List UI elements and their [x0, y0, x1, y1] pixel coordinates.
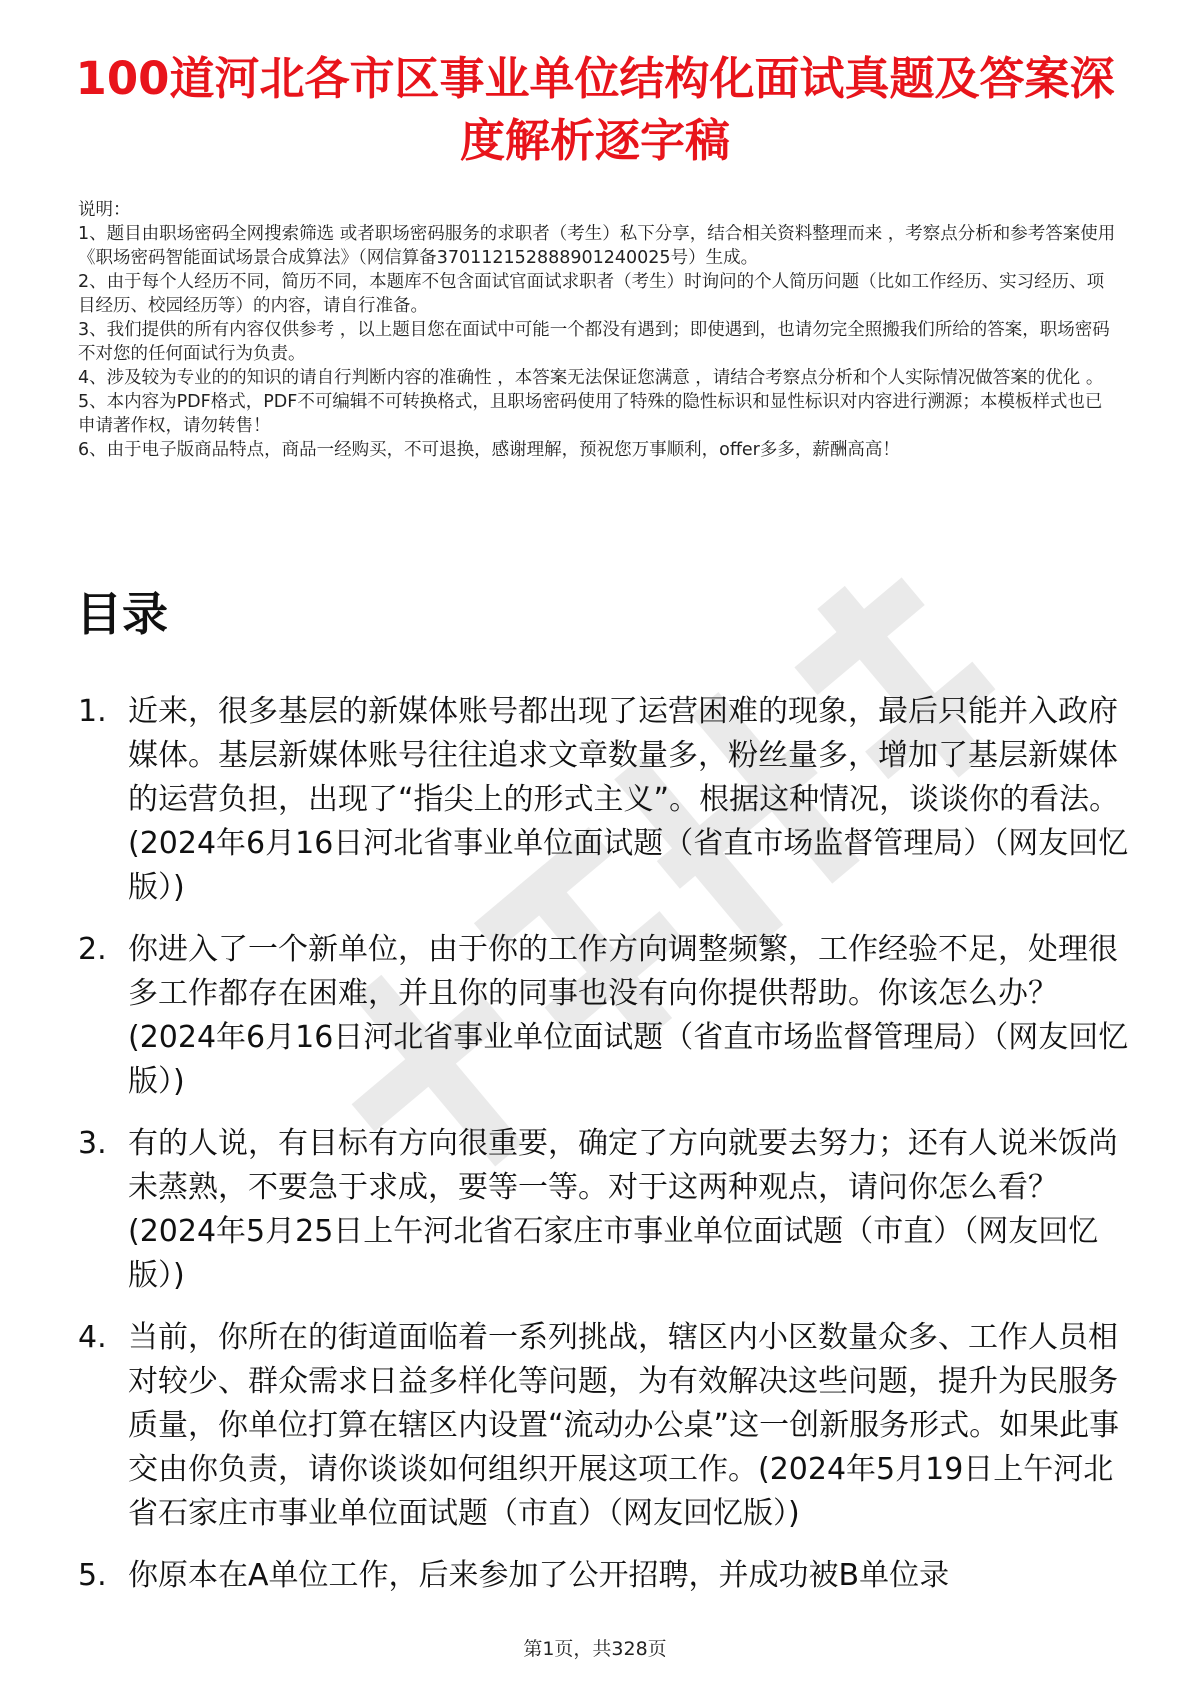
document-title: 100道河北各市区事业单位结构化面试真题及答案深度解析逐字稿 [75, 52, 1115, 167]
toc-item-text: 近来，很多基层的新媒体账号都出现了运营困难的现象，最后只能并入政府媒体。基层新媒体账号往往追求文章数量多，粉丝量多，增加了基层新媒体的运营负担，出现了“指尖上的形式主义”。根据这种情况，谈谈你的看法。(2024年6月16日河北省事业单位面试题（省直市场监督管理局）（网友回忆版）) [128, 694, 1129, 905]
toc-item-text: 有的人说，有目标有方向很重要，确定了方向就要去努力；还有人说米饭尚未蒸熟，不要急于求成，要等一等。对于这两种观点，请问你怎么看？(2024年5月25日上午河北省石家庄市事业单位面试题（市直）（网友回忆版）) [128, 1126, 1118, 1293]
note-item: 6、由于电子版商品特点，商品一经购买，不可退换，感谢理解，预祝您万事顺利，offer多多，薪酬高高！ [78, 440, 900, 460]
toc-list [78, 690, 1138, 1616]
toc-item[interactable] [78, 1316, 1138, 1536]
toc-heading: 目录 [76, 587, 168, 641]
toc-item[interactable] [78, 690, 1138, 910]
toc-item[interactable] [78, 1554, 1138, 1598]
toc-item-text: 你进入了一个新单位，由于你的工作方向调整频繁，工作经验不足，处理很多工作都存在困难，并且你的同事也没有向你提供帮助。你该怎么办？(2024年6月16日河北省事业单位面试题（省直市场监督管理局）（网友回忆版）) [128, 932, 1129, 1099]
note-item: 4、涉及较为专业的的知识的请自行判断内容的准确性 ，本答案无法保证您满意 ，请结合考察点分析和个人实际情况做答案的优化 。 [78, 368, 1104, 388]
toc-item-number: 3. [78, 1126, 107, 1161]
note-item: 1、题目由职场密码全网搜索筛选 或者职场密码服务的求职者（考生）私下分享，结合相关资料整理而来 ，考察点分析和参考答案使用《职场密码智能面试场景合成算法》（网信算备370112152888901240025号）生成。 [78, 224, 1116, 268]
toc-item-text: 你原本在A单位工作，后来参加了公开招聘，并成功被B单位录 [128, 1558, 950, 1593]
toc-item[interactable] [78, 928, 1138, 1104]
toc-item-number: 5. [78, 1558, 107, 1593]
note-item: 3、我们提供的所有内容仅供参考 ，以上题目您在面试中可能一个都没有遇到；即使遇到，也请勿完全照搬我们所给的答案，职场密码不对您的任何面试行为负责。 [78, 320, 1110, 364]
toc-item-text: 当前，你所在的街道面临着一系列挑战，辖区内小区数量众多、工作人员相对较少、群众需求日益多样化等问题，为有效解决这些问题，提升为民服务质量，你单位打算在辖区内设置“流动办公桌”这一创新服务形式。如果此事交由你负责，请你谈谈如何组织开展这项工作。(2024年5月19日上午河北省石家庄市事业单位面试题（市直）（网友回忆版）) [128, 1320, 1120, 1531]
toc-item-number: 2. [78, 932, 107, 967]
toc-item-number: 1. [78, 694, 107, 729]
page-footer: 第1页，共328页 [523, 1638, 667, 1660]
note-item: 5、本内容为PDF格式，PDF不可编辑不可转换格式，且职场密码使用了特殊的隐性标识和显性标识对内容进行溯源；本模板样式也已申请著作权，请勿转售！ [78, 392, 1103, 436]
toc-item-number: 4. [78, 1320, 107, 1355]
toc-item[interactable] [78, 1122, 1138, 1298]
notes-header: 说明： [78, 200, 131, 220]
note-item: 2、由于每个人经历不同，简历不同，本题库不包含面试官面试求职者（考生）时询问的个人简历问题（比如工作经历、实习经历、项目经历、校园经历等）的内容，请自行准备。 [78, 272, 1105, 316]
notes-section [78, 198, 1118, 462]
